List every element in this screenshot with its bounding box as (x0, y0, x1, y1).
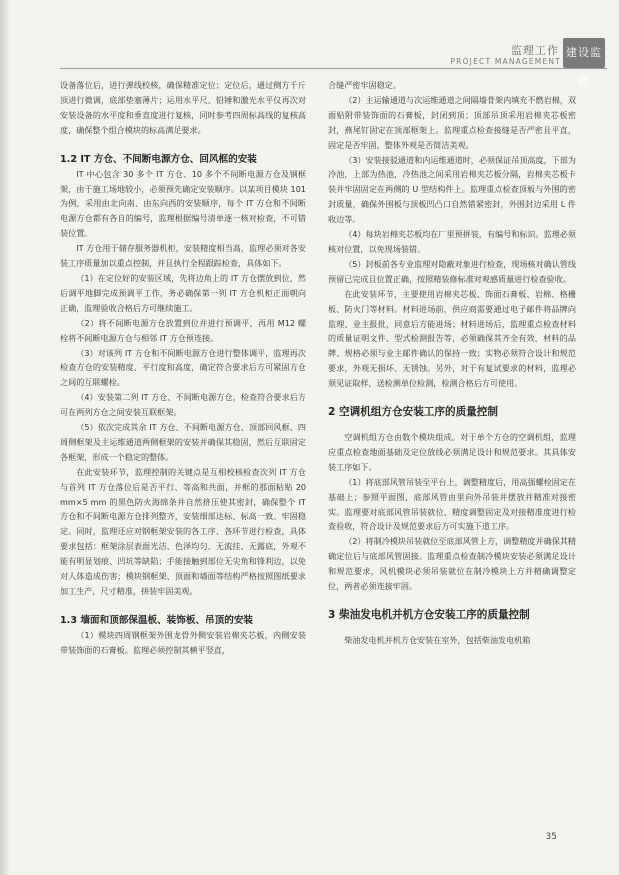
binding-shadow (0, 0, 10, 875)
page-number: 35 (545, 832, 557, 842)
paragraph: （3）对该列 IT 方仓和不间断电源方仓进行整体调平，监理再次检查方仓的安装精度、平行度和高度，确定符合要求后方可紧固方仓之间的互联螺栓。 (60, 347, 306, 388)
paragraph: 空调机组方仓由数个模块组成。对于单个方仓的空调机组，监理应重点检查地面基础及定位放线必须满足设计和规范要求。其具体安装工序如下。 (328, 432, 576, 472)
paragraph: （5）封板前各专业监理对隐蔽对象进行检查，现场核对确认管线预留已完成且位置正确，按照精装修标准对观感质量进行检查验收。 (328, 258, 576, 284)
paragraph: （2）主运输通道与次运维通道之间隔墙骨架内填充不燃岩棉，双面贴附带装饰面的石膏板，封闭到顶；顶部吊顶采用岩棉夹芯板密封，燕尾钉固定在顶部框架上。监理重点检查接缝是否严密且平直，固定是否牢固，整体外观是否简洁美观。 (328, 94, 576, 150)
header-title: 监理工作 (511, 44, 559, 57)
paragraph: （4）安装第二列 IT 方仓、不间断电源方仓，检查符合要求后方可在两列方仓之间安装互联框架。 (60, 392, 306, 418)
section-heading-3: 3 柴油发电机并机方仓安装工序的质量控制 (328, 609, 530, 621)
paragraph: （1）将底部风管吊装至平台上，调整精度后，用高强螺栓固定在基础上；参照平面图，底部风管由里向外吊装并摆放并精准对接密实。监理要对底部风管吊装就位、精度调整固定及对接精准度进行检查验收，符合设计及规范要求后方可实施下道工序。 (328, 476, 576, 532)
paragraph: （1）在定位好的安装区域，先将边角上的 IT 方仓摆放到位，然后调平地脚完成预调平工作，务必确保第一列 IT 方仓机柜正面朝向正确，监理验收合格后方可继续施工。 (60, 272, 306, 313)
paragraph: （2）将不间断电源方仓放置到位并进行预调平，再用 M12 螺栓将不间断电源方仓与相邻 IT 方仓预连接。 (60, 317, 306, 343)
paragraph: 在此安装环节，监理控制的关键点是互相校核检查次列 IT 方仓与首列 IT 方仓落位后是否平行、等高和共面，并框的那面粘贴 20 mm×5 mm 的黑色防火海绵条并自然挤压使其密封，确保整个 IT 方仓和不间断电源方仓排列整齐，安装细部达标、标高一致、牢固稳定。同时，监理还应对钢框架安装的各工序、各环节进行检查，具体要求包括：框架涂层表面光洁、色泽均匀、无流挂、无露底，外观不能有明显划痕、凹坑等缺陷；手能接触到部位无尖角和锋利边，以免对人体造成伤害；模块钢框架、顶面和墙面等结构严格按照图纸要求加工生产，尺寸精准，拼装牢固美观。 (60, 466, 306, 596)
paragraph: IT 方仓用于储存服务器机柜，安装精度相当高，监理必须对各安装工序质量加以重点控制，并且执行全程跟踪检查，具体如下。 (60, 243, 306, 269)
paragraph: 设备落位后，进行弹线校核，确保精准定位；定位后，通过侧方千斤顶进行微调，底部垫塞薄片；运用水平尺、铅锤和激光水平仪再次对安装设备的水平度和垂直度进行复核，同时参考四周标高线的复核高度，确保整个组合模块的标高满足要求。 (60, 80, 306, 135)
journal-logo: 建设监理 (563, 38, 605, 68)
paragraph: 在此安装环节，主要使用岩棉夹芯板、饰面石膏板、岩棉、格栅板、防火门等材料。材料进场前，供应商需要通过电子邮件将品牌向监理、业主报批，同意后方能进场；材料进场后，监理重点检查材料的质量证明文件、型式检测报告等，必须确保其齐全有效，材料的品牌、规格必须与业主邮件确认的保持一致；实物必须符合设计和规范要求，外观无损坏、无锈蚀。另外，对于有复试要求的材料，监理必须见证取样，送检测单位检测，检测合格后方可使用。 (328, 288, 576, 389)
paragraph: 柴油发电机并机方仓安装在室外，包括柴油发电机箱 (344, 635, 531, 645)
section-heading-1-2: 1.2 IT 方仓、不间断电源方仓、回风框的安装 (60, 153, 257, 165)
paragraph: （3）安装接驳通道和内运维通道时，必须保证吊顶高度，下部为冷池，上部为热池，冷热池之间采用岩棉夹芯板分隔，岩棉夹芯板卡装并牢固固定在两侧的 U 型结构件上。监理重点检查顶板与外围的密封质量，确保外围板与顶板凹凸口自然错紧密封，外围封边采用 L 件收边等。 (328, 154, 576, 225)
paragraph: （1）模块四周钢框架外围龙骨外侧安装岩棉夹芯板，内侧安装带装饰面的石膏板。监理必须控制其横平竖直， (60, 629, 306, 655)
header-rule (60, 68, 607, 69)
paragraph: 合缝严密牢固稳定。 (328, 80, 401, 90)
paragraph: IT 中心包含 30 多个 IT 方仓、10 多个不间断电源方仓及钢框架，由于施工场地较小，必须预先确定安装顺序。以某项目模块 101 为例，采用由北向南、由东向西的安装顺序，每个 IT 方仓和不间断电源方仓都有各自的编号，监理根据编号清单逐一核对检查，不可错装位置。 (60, 168, 306, 239)
paragraph: （5）依次完成其余 IT 方仓、不间断电源方仓、顶部回风框、四周侧框架及主运维通道两侧框架的安装并确保其稳固，然后互联固定各框架，形成一个稳定的整体。 (60, 422, 306, 462)
right-column (328, 78, 576, 648)
section-heading-2: 2 空调机组方仓安装工序的质量控制 (328, 406, 498, 419)
paragraph: （4）每块岩棉夹芯板均在厂里预拼装，有编号和标识。监理必须核对位置，以免现场装错。 (328, 229, 576, 254)
header-subtitle: PROJECT MANAGEMENT (450, 57, 561, 66)
paragraph: （2）将制冷模块吊装就位至底部风管上方，调整精度并确保其精确定位后与底部风管固接。监理重点检查制冷模块安装必须满足设计和规范要求，风机模块必须吊装就位在制冷模块上方并精确调整定位，两者必须连接牢固。 (328, 536, 576, 592)
section-heading-1-3: 1.3 墙面和顶部保温板、装饰板、吊顶的安装 (60, 614, 254, 626)
left-column (60, 78, 306, 658)
